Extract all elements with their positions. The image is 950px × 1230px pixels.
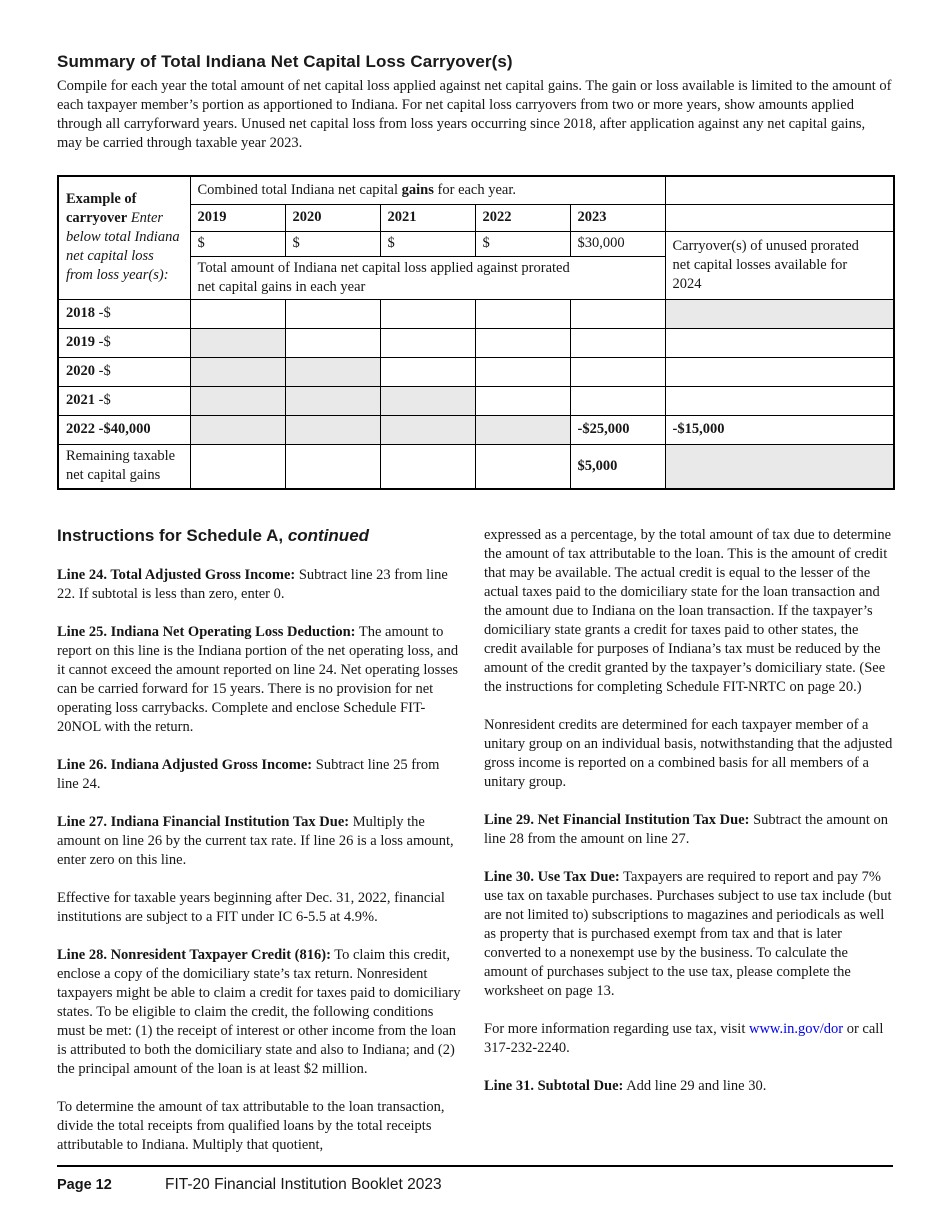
loss-cell: [285, 415, 380, 444]
year-header: 2022: [475, 204, 570, 231]
carryover-cell: [665, 357, 894, 386]
year-header: 2019: [190, 204, 285, 231]
table-row-2020: [58, 357, 894, 386]
loss-cell: [380, 415, 475, 444]
loss-cell: [475, 386, 570, 415]
loss-cell: [190, 415, 285, 444]
instructions-heading: [57, 526, 463, 546]
loss-cell: [190, 328, 285, 357]
carryover-table: [57, 175, 895, 490]
table-header-row-gains: [58, 176, 894, 204]
loss-cell: -$25,000: [570, 415, 665, 444]
loss-cell: [190, 299, 285, 328]
carryover-cell: [665, 299, 894, 328]
summary-title: Summary of Total Indiana Net Capital Loss Carryover(s): [57, 52, 513, 71]
loss-cell: [380, 357, 475, 386]
loss-cell: [475, 328, 570, 357]
line24-paragraph: Line 24. Total Adjusted Gross Income: Subtract line 23 from line 22. If subtotal is less than zero, enter 0.: [57, 567, 448, 602]
gains-header-cell: [190, 176, 665, 204]
line25-paragraph: Line 25. Indiana Net Operating Loss Deduction: The amount to report on this line is the Indiana portion of the net operating loss, and it cannot exceed the amount reported on line 24. Net operating losses can be carried forward for 15 years. There is no provision for net operating loss carrybacks. Complete and enclose Schedule FIT-20NOL with the return.: [57, 624, 459, 735]
loss-cell: [475, 444, 570, 489]
carryover-cell: -$15,000: [665, 415, 894, 444]
instructions-heading-main: Instructions for Schedule A,: [57, 526, 284, 545]
applied-header-cell: [190, 256, 665, 299]
loss-cell: [380, 444, 475, 489]
example-carryover-label-cell: [58, 176, 190, 299]
carryover-cell: [665, 386, 894, 415]
loss-cell: [285, 444, 380, 489]
remaining-gain-cell: $5,000: [570, 444, 665, 489]
instructions-heading-continued: continued: [287, 526, 370, 545]
loan-tax-paragraph: To determine the amount of tax attributable to the loan transaction, divide the total receipts from qualified loans by the total receipts attributable to Indiana. Multiply that quotient,: [57, 1099, 445, 1153]
applied-header-text: Total amount of Indiana net capital loss applied against prorated net capital gains in each year: [197, 259, 570, 295]
year-header: 2023: [570, 204, 665, 231]
credit-continued-paragraph: expressed as a percentage, by the total amount of tax due to determine the amount of tax attributable to the loan. This is the amount of credit that may be available. The actual credit is equal to the lesser of the actual taxes paid to the domiciliary state for the loan transaction and the amount due to Indiana on the loan transaction. If the taxpayer’s domiciliary state grants a credit for taxes paid to other states, the credit available for purposes of Indiana’s tax must be reduced by the amount of the credit granted by the taxpayer’s domiciliary state. (See the instructions for completing Schedule FIT-NRTC on page 20.): [484, 527, 892, 695]
remaining-gains-label: Remaining taxable net capital gains: [58, 444, 190, 489]
nonresident-credits-paragraph: Nonresident credits are determined for each taxpayer member of a unitary group on an individual basis, notwithstanding that the adjusted gross income is reported on a combined basis for all members of a unitary group.: [484, 717, 893, 790]
gain-amount-cell: $30,000: [570, 231, 665, 256]
gains-header-pre: Combined total Indiana net capital: [197, 181, 402, 198]
example-label-bold: Example of carryover: [66, 191, 137, 227]
line31-paragraph: Line 31. Subtotal Due: Add line 29 and line 30.: [484, 1078, 767, 1094]
page-footer: [57, 1165, 893, 1194]
gain-amount-cell: $: [285, 231, 380, 256]
line29-paragraph: Line 29. Net Financial Institution Tax Due: Subtract the amount on line 28 from the amount on line 27.: [484, 812, 888, 847]
booklet-title: FIT-20 Financial Institution Booklet 2023: [165, 1176, 442, 1193]
loss-cell: [285, 386, 380, 415]
instructions-columns: [57, 526, 893, 1174]
example-label-italic: Enter below total Indiana net capital loss from loss year(s):: [66, 210, 180, 284]
table-row-2022: [58, 415, 894, 444]
line26-paragraph: Line 26. Indiana Adjusted Gross Income: Subtract line 25 from line 24.: [57, 757, 440, 792]
loss-cell: [285, 357, 380, 386]
table-row-2021: [58, 386, 894, 415]
gains-header-post: for each year.: [433, 181, 517, 198]
page-number: Page 12: [57, 1177, 112, 1193]
loss-cell: [570, 299, 665, 328]
loss-cell: [190, 444, 285, 489]
table-row-remaining-gains: [58, 444, 894, 489]
year-header: 2021: [380, 204, 475, 231]
year-header: 2020: [285, 204, 380, 231]
loss-year-label: 2021 -$: [58, 386, 190, 415]
loss-cell: [190, 357, 285, 386]
loss-year-label: 2022 -$40,000: [58, 415, 190, 444]
loss-cell: [380, 299, 475, 328]
loss-cell: [475, 299, 570, 328]
dor-website-link[interactable]: www.in.gov/dor: [748, 1021, 844, 1037]
gain-amount-cell: $: [475, 231, 570, 256]
table-row-2018: [58, 299, 894, 328]
gain-amount-cell: $: [380, 231, 475, 256]
use-tax-info-paragraph: For more information regarding use tax, visit www.in.gov/dor or call 317-232-2240.: [484, 1021, 884, 1056]
carryover-cell: [665, 328, 894, 357]
line30-paragraph: Line 30. Use Tax Due: Taxpayers are required to report and pay 7% use tax on taxable purchases. Purchases subject to use tax include (but are not limited to) subscriptions to magazines and periodicals as well as property that is purchased exempt from tax and that is later converted to a nonexempt use by the business. To calculate the amount of purchases subject to the use tax, please complete the worksheet on page 13.: [484, 869, 892, 999]
loss-cell: [285, 299, 380, 328]
carryover-header-text: Carryover(s) of unused prorated net capital losses available for 2024: [672, 237, 859, 292]
loss-cell: [570, 357, 665, 386]
line28-paragraph: Line 28. Nonresident Taxpayer Credit (816): To claim this credit, enclose a copy of the domiciliary state’s tax return. Nonresident taxpayers might be able to claim a credit for taxes paid to domiciliary states. To be eligible to claim the credit, the following conditions must be met: (1) the receipt of interest or other income from the loan is attributed to both the domiciliary state and also to Indiana; and (2) the principal amount of the loan is at least $2 million.: [57, 947, 461, 1077]
gains-header-bold: gains: [401, 181, 434, 198]
loss-cell: [570, 328, 665, 357]
empty-header-cell: [665, 176, 894, 204]
effective-rate-paragraph: Effective for taxable years beginning after Dec. 31, 2022, financial institutions are subject to a FIT under IC 6-5.5 at 4.9%.: [57, 890, 445, 925]
loss-cell: [380, 386, 475, 415]
carryover-cell: [665, 444, 894, 489]
loss-cell: [570, 386, 665, 415]
summary-intro-paragraph: Compile for each year the total amount of net capital loss applied against net capital gains. The gain or loss available is limited to the amount of each taxpayer member’s portion as apportioned to Indiana. For net capital loss carryovers from two or more years, show amounts applied through all carryforward years. Unused net capital loss from loss years occurring since 2018, after application against any net capital gains, may be carried through taxable year 2023.: [57, 78, 892, 151]
table-row-2019: [58, 328, 894, 357]
loss-year-label: 2019 -$: [58, 328, 190, 357]
empty-header-cell: [665, 204, 894, 231]
loss-cell: [380, 328, 475, 357]
instructions-left-column: [57, 526, 463, 1174]
loss-year-label: 2020 -$: [58, 357, 190, 386]
loss-cell: [190, 386, 285, 415]
loss-cell: [285, 328, 380, 357]
instructions-right-column: [484, 526, 893, 1174]
loss-year-label: 2018 -$: [58, 299, 190, 328]
loss-cell: [475, 415, 570, 444]
loss-cell: [475, 357, 570, 386]
carryover-header-cell: [665, 231, 894, 299]
line27-paragraph: Line 27. Indiana Financial Institution Tax Due: Multiply the amount on line 26 by the current tax rate. If line 26 is a loss amount, enter zero on this line.: [57, 814, 454, 868]
gain-amount-cell: $: [190, 231, 285, 256]
